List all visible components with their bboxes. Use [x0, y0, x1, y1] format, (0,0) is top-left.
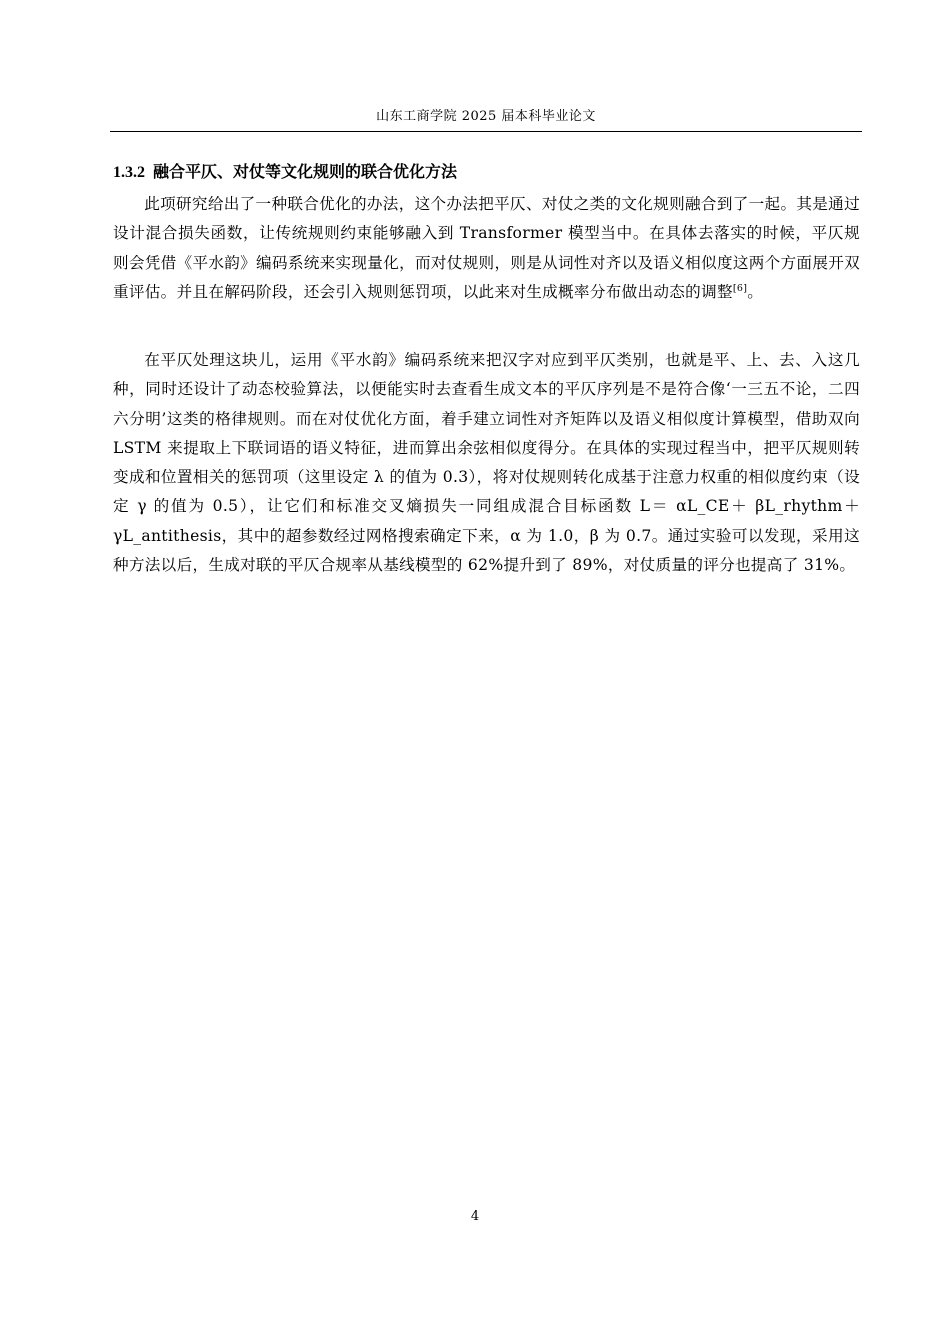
citation-marker[interactable]: [6]: [732, 282, 748, 294]
section-heading: [113, 160, 863, 185]
paragraph-text: 在平仄处理这块儿，运用《平水韵》编码系统来把汉字对应到平仄类别，也就是平、上、去、入这几种，同时还设计了动态校验算法，以便能实时去查看生成文本的平仄序列是不是符合像‘一三五不论，二四六分明’这类的格律规则。而在对仗优化方面，着手建立词性对齐矩阵以及语义相似度计算模型，借助双向 LSTM 来提取上下联词语的语义特征，进而算出余弦相似度得分。在具体的实现过程当中，把平仄规则转变成和位置相关的惩罚项（这里设定 λ 的值为 0.3），将对仗规则转化成基于注意力权重的相似度约束（设定 γ 的值为 0.5），让它们和标准交叉熵损失一同组成混合目标函数 L＝ αL_CE＋ βL_rhythm＋ γL_antithesis，其中的超参数经过网格搜索确定下来，α 为 1.0，β 为 0.7。通过实验可以发现，采用这种方法以后，生成对联的平仄合规率从基线模型的 62%提升到了 89%，对仗质量的评分也提高了 31%。: [113, 351, 860, 575]
header-rule: [110, 131, 862, 132]
page-number: 4: [470, 1209, 480, 1224]
section-number: 1.3.2: [113, 164, 145, 181]
paragraph-text: 此项研究给出了一种联合优化的办法，这个办法把平仄、对仗之类的文化规则融合到了一起。其是通过设计混合损失函数，让传统规则约束能够融入到 Transformer 模型当中。在具体去落实的时候，平仄规则会凭借《平水韵》编码系统来实现量化，而对仗规则，则是从词性对齐以及语义相似度这两个方面展开双重评估。并且在解码阶段，还会引入规则惩罚项，以此来对生成概率分布做出动态的调整: [113, 195, 861, 301]
paragraph-tail: 。: [747, 282, 764, 301]
body-paragraph-1: [113, 190, 860, 307]
running-header: 山东工商学院 2025 届本科毕业论文: [376, 109, 596, 124]
section-title: 融合平仄、对仗等文化规则的联合优化方法: [153, 162, 458, 181]
body-paragraph-2: [113, 346, 860, 580]
